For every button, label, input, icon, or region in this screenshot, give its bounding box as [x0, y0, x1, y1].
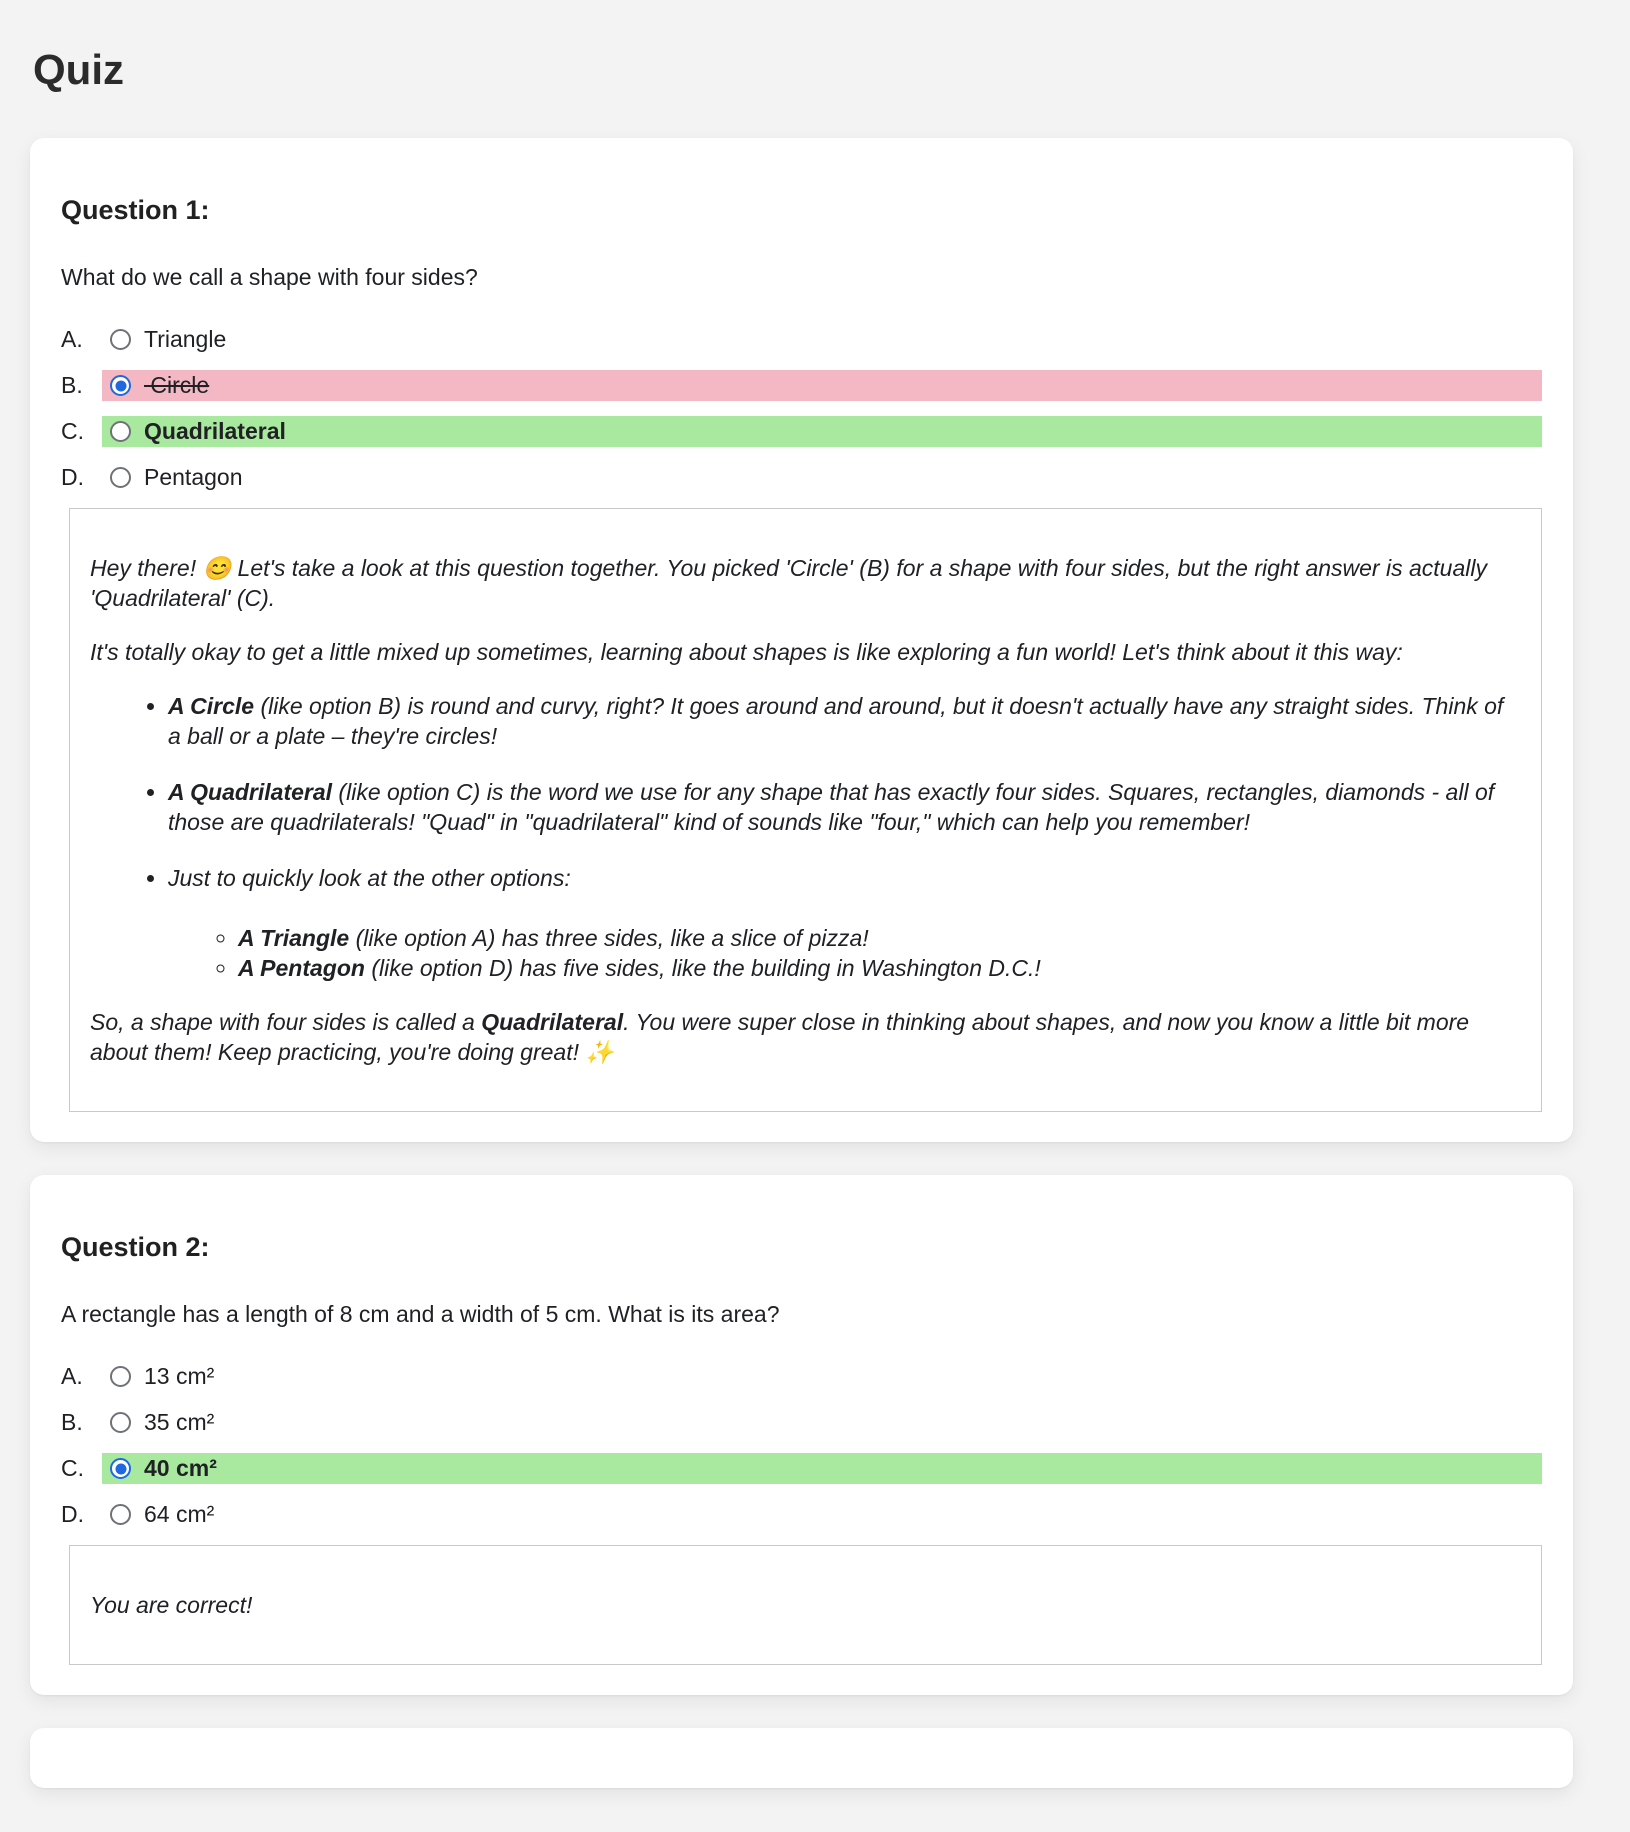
question-3-card-partial: [30, 1728, 1573, 1788]
radio-button[interactable]: [110, 1366, 131, 1387]
feedback-sub-bullet: ◦ A Triangle (like option A) has three sides, like a slice of pizza!: [238, 923, 1517, 953]
option-letter: A.: [61, 1363, 83, 1390]
question-2-option-b: [61, 1407, 1542, 1438]
page-title: Quiz: [33, 46, 124, 93]
question-1-feedback-box: [69, 508, 1542, 1112]
option-b-body: [102, 1407, 1542, 1438]
option-b-body: [102, 370, 1542, 401]
option-c-body: [102, 416, 1542, 447]
option-c-body: [102, 1453, 1542, 1484]
feedback-bullet-text: Just to quickly look at the other options:: [168, 865, 571, 892]
question-2-option-a: [61, 1361, 1542, 1392]
question-1-option-b: [61, 370, 1542, 401]
feedback-bullet-list: [90, 691, 1517, 983]
radio-button[interactable]: [110, 1504, 131, 1525]
option-a-body: [102, 1361, 1542, 1392]
feedback-bullet: • A Circle (like option B) is round and curvy, right? It goes around and around, but it doesn't actually have any straight sides. Think of a ball or a plate – they're circles!: [168, 691, 1517, 751]
option-label[interactable]: Triangle: [144, 326, 227, 353]
feedback-bullet: [168, 863, 1517, 983]
feedback-paragraph: You are correct!: [90, 1592, 253, 1619]
question-2-option-d: [61, 1499, 1542, 1530]
question-2-feedback-box: [69, 1545, 1542, 1665]
option-d-body: [102, 1499, 1542, 1530]
option-label[interactable]: Circle: [144, 372, 210, 399]
radio-button[interactable]: [110, 375, 131, 396]
radio-button[interactable]: [110, 421, 131, 442]
option-a-body: [102, 324, 1542, 355]
option-letter: C.: [61, 418, 84, 445]
option-label[interactable]: 35 cm²: [144, 1409, 215, 1436]
feedback-bullet: • A Quadrilateral (like option C) is the word we use for any shape that has exactly four sides. Squares, rectangles, diamonds - all of those are quadrilaterals! "Quad" in "quadrilateral" kind of sounds like "four," which can help you remember!: [168, 777, 1517, 837]
radio-button[interactable]: [110, 1458, 131, 1479]
question-2-option-c: [61, 1453, 1542, 1484]
option-letter: B.: [61, 1409, 83, 1436]
option-label[interactable]: 40 cm²: [144, 1455, 217, 1482]
option-letter: D.: [61, 464, 84, 491]
feedback-paragraph: It's totally okay to get a little mixed up sometimes, learning about shapes is like exploring a fun world! Let's think about it this way:: [90, 639, 1403, 666]
question-1-card: [30, 138, 1573, 1142]
option-letter: C.: [61, 1455, 84, 1482]
question-1-option-a: [61, 324, 1542, 355]
option-label[interactable]: Pentagon: [144, 464, 243, 491]
option-label[interactable]: Quadrilateral: [144, 418, 286, 445]
radio-button[interactable]: [110, 467, 131, 488]
question-1-text: What do we call a shape with four sides?: [61, 264, 478, 291]
question-1-title: Question 1:: [61, 195, 210, 226]
option-letter: A.: [61, 326, 83, 353]
question-2-text: A rectangle has a length of 8 cm and a width of 5 cm. What is its area?: [61, 1301, 780, 1328]
feedback-closing: So, a shape with four sides is called a Quadrilateral. You were super close in thinking about shapes, and now you know a little bit more about them! Keep practicing, you're doing great! ✨: [90, 1009, 1470, 1066]
radio-button[interactable]: [110, 329, 131, 350]
question-2-title: Question 2:: [61, 1232, 210, 1263]
option-label[interactable]: 64 cm²: [144, 1501, 215, 1528]
feedback-paragraph: Hey there! 😊 Let's take a look at this question together. You picked 'Circle' (B) for a shape with four sides, but the right answer is actually 'Quadrilateral' (C).: [90, 555, 1487, 612]
question-1-option-c: [61, 416, 1542, 447]
option-letter: B.: [61, 372, 83, 399]
option-d-body: [102, 462, 1542, 493]
radio-button[interactable]: [110, 1412, 131, 1433]
feedback-sub-bullet: ◦ A Pentagon (like option D) has five sides, like the building in Washington D.C.!: [238, 953, 1517, 983]
question-1-option-d: [61, 462, 1542, 493]
option-label[interactable]: 13 cm²: [144, 1363, 215, 1390]
question-2-card: [30, 1175, 1573, 1695]
option-letter: D.: [61, 1501, 84, 1528]
feedback-sub-list: [168, 923, 1517, 983]
